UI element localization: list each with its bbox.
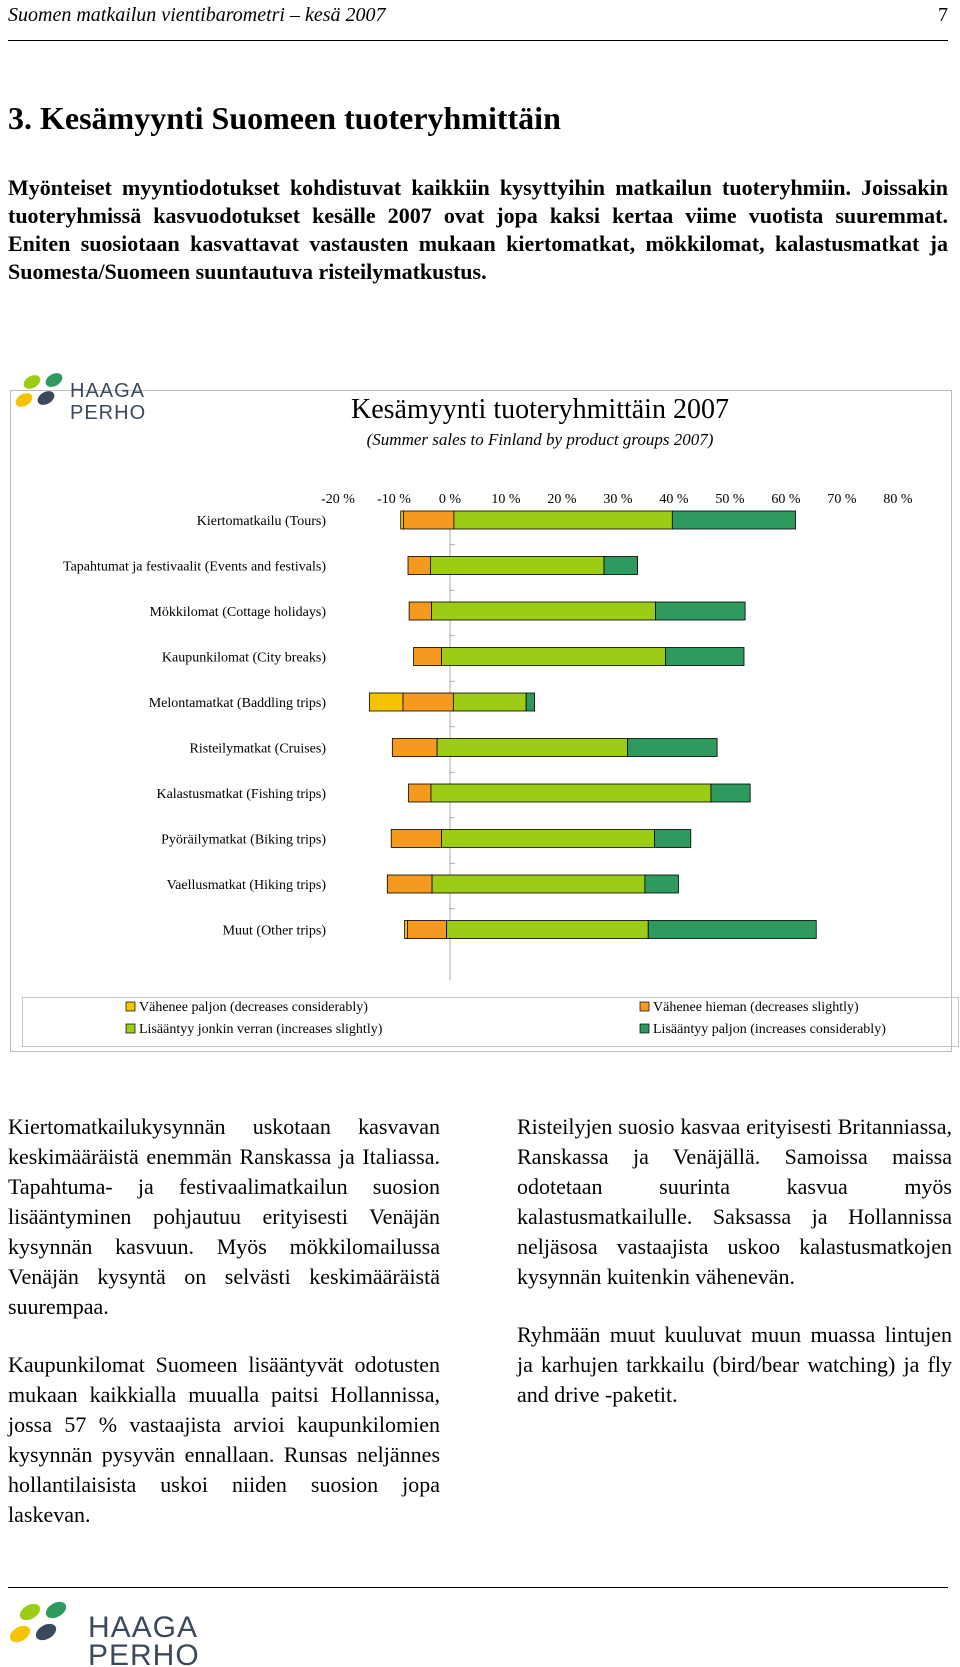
bar-segment-increase-considerably — [648, 921, 816, 939]
x-tick-label: -10 % — [377, 492, 411, 507]
bar-segment-increase-considerably — [656, 602, 746, 620]
bar-segment-decrease-slightly — [387, 875, 432, 893]
bar-segment-increase-considerably — [628, 739, 718, 757]
bar-segment-decrease-considerably — [401, 511, 404, 529]
bar-segment-increase-slightly — [453, 693, 526, 711]
category-label: Kiertomatkailu (Tours) — [196, 514, 326, 529]
left-paragraph-2: Kaupunkilomat Suomeen lisääntyvät odotusten mukaan kaikkialla muualla paitsi Hollannissa, jossa 57 % vastaajista arvioi kaupunkilomien kysynnän pysyvän ennallaan. Runsas neljännes hollantilaisista uskoi niiden suosion jopa laskevan. — [8, 1352, 440, 1527]
legend-label-increase-considerably: Lisääntyy paljon (increases considerably) — [653, 1022, 886, 1037]
x-tick-label: 70 % — [827, 492, 857, 507]
bar-segment-increase-slightly — [432, 875, 645, 893]
bar-segment-increase-slightly — [432, 602, 656, 620]
x-tick-label: 20 % — [547, 492, 577, 507]
logo-line1: HAAGA — [70, 380, 146, 402]
footer-logo-line2: PERHO — [88, 1639, 200, 1667]
bar-segment-decrease-considerably — [405, 921, 408, 939]
chart-subtitle: (Summer sales to Finland by product groups 2007) — [366, 430, 714, 449]
bar-segment-increase-considerably — [654, 830, 690, 848]
category-label: Mökkilomat (Cottage holidays) — [149, 605, 326, 620]
bar-segment-increase-slightly — [442, 648, 666, 666]
bar-segment-decrease-slightly — [404, 511, 454, 529]
x-tick-label: -20 % — [321, 492, 355, 507]
category-label: Melontamatkat (Baddling trips) — [148, 696, 326, 711]
header-rule — [8, 40, 948, 41]
legend-swatch-decrease-considerably — [126, 1002, 135, 1011]
legend-label-increase-slightly: Lisääntyy jonkin verran (increases slightly) — [139, 1022, 383, 1037]
page-header — [8, 0, 948, 36]
bar-segment-increase-considerably — [711, 784, 750, 802]
bar-segment-increase-considerably — [526, 693, 534, 711]
bar-segment-decrease-considerably — [369, 693, 403, 711]
bar-chart — [0, 380, 960, 1000]
running-title: Suomen matkailun vientibarometri – kesä 2007 — [8, 4, 386, 26]
legend-swatch-increase-slightly — [126, 1024, 135, 1033]
category-label: Risteilymatkat (Cruises) — [189, 741, 326, 757]
category-label: Kaupunkilomat (City breaks) — [161, 650, 326, 666]
bar-segment-decrease-slightly — [407, 921, 446, 939]
x-tick-label: 10 % — [491, 492, 521, 507]
bar-segment-decrease-slightly — [403, 693, 453, 711]
x-tick-label: 0 % — [438, 492, 462, 507]
bar-segment-decrease-slightly — [409, 784, 431, 802]
footer-logo-mark-icon — [7, 1598, 69, 1645]
legend-items — [0, 990, 960, 1050]
legend-label-decrease-considerably: Vähenee paljon (decreases considerably) — [139, 1000, 368, 1015]
bar-segment-decrease-slightly — [392, 739, 437, 757]
category-label: Vaellusmatkat (Hiking trips) — [166, 878, 326, 893]
bar-segment-decrease-slightly — [409, 602, 431, 620]
page-number: 7 — [938, 4, 948, 26]
x-tick-label: 40 % — [659, 492, 689, 507]
bar-segment-increase-considerably — [666, 648, 744, 666]
left-paragraph-1: Kiertomatkailukysynnän uskotaan kasvavan keskimääräistä enemmän Ranskassa ja Italiassa. Tapahtuma- ja festivaalimatkailun suosion lisääntyminen pohjautuu erityisesti Venäjän kysynnän kasvuun. Myös mökkilomailussa Venäjän kysyntä on selvästi keskimääräistä suurempaa. — [8, 1114, 440, 1319]
left-column — [8, 1112, 440, 1558]
x-tick-label: 50 % — [715, 492, 745, 507]
bar-segment-decrease-slightly — [414, 648, 442, 666]
x-tick-label: 80 % — [883, 492, 913, 507]
x-tick-label: 30 % — [603, 492, 633, 507]
chart-title: Kesämyynti tuoteryhmittäin 2007 — [351, 394, 729, 425]
footer-logo-line1: HAAGA — [88, 1611, 199, 1644]
category-label: Tapahtumat ja festivaalit (Events and festivals) — [63, 559, 326, 575]
bar-segment-increase-considerably — [604, 557, 638, 575]
category-label: Pyöräilymatkat (Biking trips) — [161, 832, 326, 848]
bar-segment-increase-slightly — [430, 557, 604, 575]
bar-segment-increase-considerably — [672, 511, 795, 529]
legend-label-decrease-slightly: Vähenee hieman (decreases slightly) — [653, 1000, 859, 1015]
x-tick-label: 60 % — [771, 492, 801, 507]
legend-swatch-increase-considerably — [640, 1024, 649, 1033]
right-paragraph-1: Risteilyjen suosio kasvaa erityisesti Britanniassa, Ranskassa ja Venäjällä. Samoissa maissa odotetaan suurinta kasvua myös kalastusmatkailulle. Saksassa ja Hollannissa neljäsosa vastaajista uskoo kalastusmatkojen kysynnän kuitenkin vähenevän. — [517, 1114, 952, 1289]
bar-segment-increase-slightly — [454, 511, 672, 529]
right-column — [517, 1112, 952, 1438]
footer-rule — [8, 1587, 948, 1588]
bar-segment-increase-slightly — [442, 830, 655, 848]
category-label: Kalastusmatkat (Fishing trips) — [156, 787, 326, 802]
right-paragraph-2: Ryhmään muut kuuluvat muun muassa lintujen ja karhujen tarkkailu (bird/bear watching) ja fly and drive -paketit. — [517, 1322, 952, 1407]
bar-segment-increase-slightly — [447, 921, 649, 939]
bar-segment-increase-slightly — [437, 739, 627, 757]
bar-segment-decrease-slightly — [391, 830, 441, 848]
bar-segment-increase-considerably — [645, 875, 679, 893]
section-heading: 3. Kesämyynti Suomeen tuoteryhmittäin — [8, 100, 561, 136]
bar-segment-decrease-slightly — [408, 557, 430, 575]
category-label: Muut (Other trips) — [222, 923, 326, 939]
legend-swatch-decrease-slightly — [640, 1002, 649, 1011]
footer-logo — [4, 1592, 224, 1667]
bar-segment-increase-slightly — [431, 784, 711, 802]
intro-paragraph: Myönteiset myyntiodotukset kohdistuvat kaikkiin kysyttyihin matkailun tuoteryhmiin. Joissakin tuoteryhmissä kasvuodotukset kesälle 2007 ovat jopa kaksi kertaa viime vuotista suuremmat. Eniten suosiotaan kasvattavat vastausten mukaan kiertomatkat, mökkilomat, kalastusmatkat ja Suomesta/Suomeen suuntautuva risteilymatkustus. — [8, 175, 948, 284]
logo-line2: PERHO — [70, 402, 147, 424]
